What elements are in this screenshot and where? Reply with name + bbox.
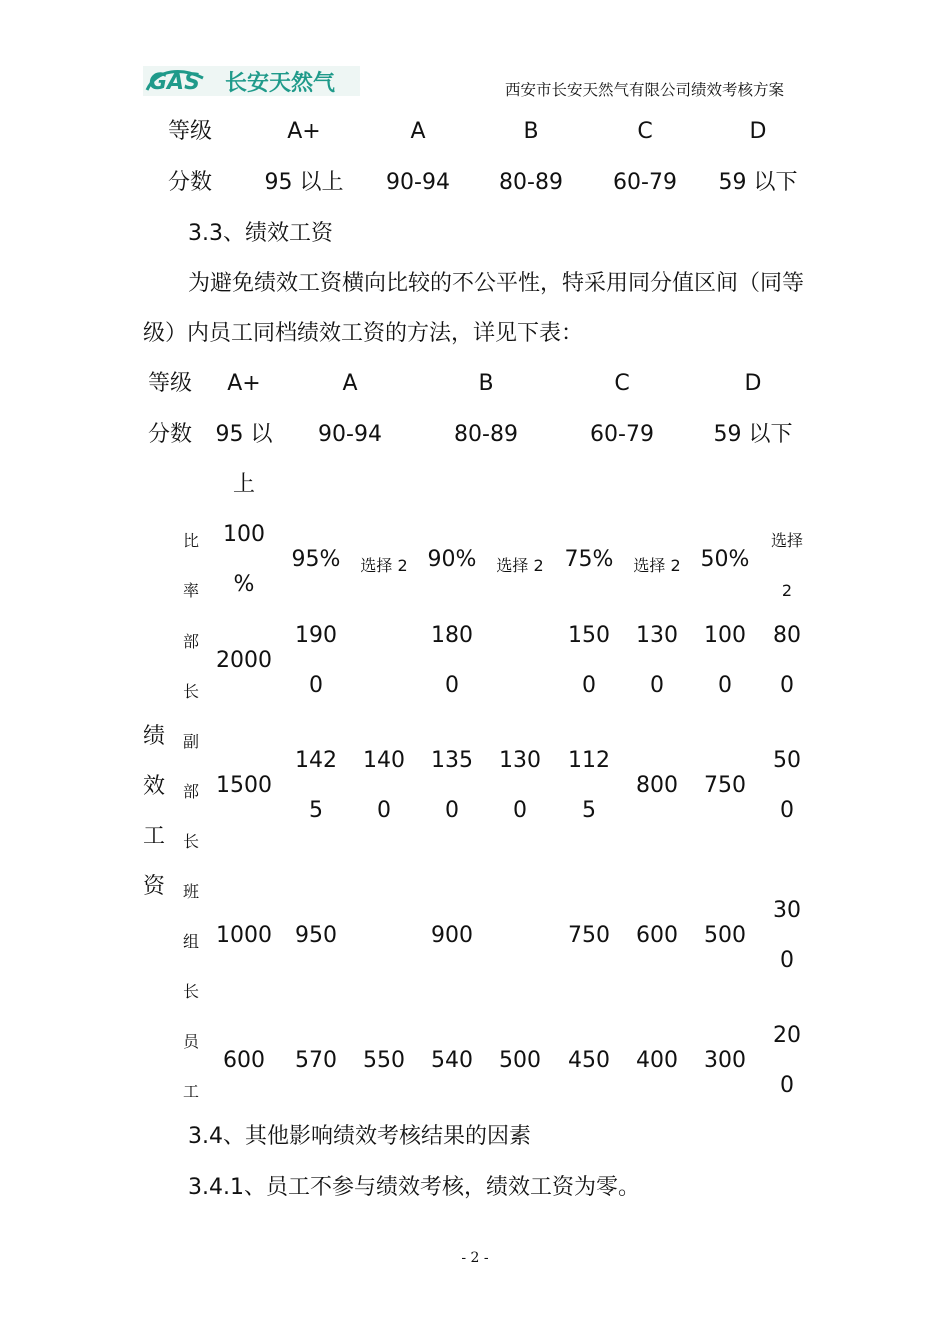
deputy-label-char: 长: [183, 832, 200, 851]
side-label-char: 效: [143, 774, 166, 799]
team-label-char: 长: [183, 982, 200, 1001]
pay-score-c: 60-79: [590, 422, 654, 447]
ratio-a-plus: 100: [223, 522, 265, 547]
deputy-label-char: 部: [183, 782, 200, 801]
grade-label: 等级: [168, 119, 213, 144]
pay-score-a-plus: 95 以: [215, 422, 273, 447]
deputy-a-wrap: 5: [309, 798, 323, 823]
score-b: 80-89: [499, 170, 563, 195]
score-c: 60-79: [613, 170, 677, 195]
deputy-b-option-wrap: 0: [513, 798, 527, 823]
dept-head-b-wrap: 0: [445, 673, 459, 698]
ratio-c-option: 选择 2: [633, 556, 681, 575]
staff-label-char: 工: [183, 1082, 200, 1101]
paragraph-line-1: 为避免绩效工资横向比较的不公平性，特采用同分值区间（同等: [188, 271, 805, 296]
staff-d-option-wrap: 0: [780, 1073, 794, 1098]
dept-head-d-wrap: 0: [718, 673, 732, 698]
dept-head-d: 100: [704, 623, 746, 648]
staff-d-option: 20: [773, 1023, 801, 1048]
logo-text-en: GAS: [149, 70, 200, 95]
staff-b: 540: [431, 1048, 473, 1073]
staff-c: 450: [568, 1048, 610, 1073]
pay-grade-a: A: [342, 371, 358, 396]
dept-head-c: 150: [568, 623, 610, 648]
page-number: - 2 -: [461, 1250, 489, 1266]
pay-grade-label: 等级: [148, 371, 193, 396]
team-c: 750: [568, 923, 610, 948]
dept-head-a-wrap: 0: [309, 673, 323, 698]
pay-grade-b: B: [478, 371, 494, 396]
logo-text-cn: 长安天然气: [225, 71, 336, 96]
ratio-a: 95%: [291, 547, 341, 572]
deputy-b-option: 130: [499, 748, 541, 773]
ratio-d-option-wrap: 2: [781, 581, 793, 600]
score-a-plus: 95 以上: [264, 170, 344, 195]
deputy-c-wrap: 5: [582, 798, 596, 823]
team-c-option: 600: [636, 923, 678, 948]
ratio-b: 90%: [427, 547, 477, 572]
pay-grade-c: C: [614, 371, 630, 396]
ratio-label-char: 率: [183, 581, 200, 600]
deputy-b: 135: [431, 748, 473, 773]
team-b: 900: [431, 923, 473, 948]
grade-d: D: [749, 119, 767, 144]
team-d-option-wrap: 0: [780, 948, 794, 973]
ratio-a-option: 选择 2: [360, 556, 408, 575]
side-label-char: 绩: [143, 724, 166, 749]
deputy-a: 142: [295, 748, 337, 773]
deputy-a-option-wrap: 0: [377, 798, 391, 823]
side-label-char: 工: [143, 824, 166, 849]
ratio-a-plus-wrap: %: [233, 572, 255, 597]
deputy-d-option: 50: [773, 748, 801, 773]
staff-c-option: 400: [636, 1048, 678, 1073]
staff-a: 570: [295, 1048, 337, 1073]
ratio-b-option: 选择 2: [496, 556, 544, 575]
dept-head-b: 180: [431, 623, 473, 648]
pay-score-d: 59 以下: [713, 422, 793, 447]
dept-head-a: 190: [295, 623, 337, 648]
score-d: 59 以下: [718, 170, 798, 195]
section-item-3-4-1: 3.4.1、员工不参与绩效考核，绩效工资为零。: [188, 1175, 640, 1200]
dept-head-d-option: 80: [773, 623, 801, 648]
company-logo: [143, 66, 360, 96]
score-a: 90-94: [386, 170, 450, 195]
staff-a-option: 550: [363, 1048, 405, 1073]
deputy-d-option-wrap: 0: [780, 798, 794, 823]
deputy-a-option: 140: [363, 748, 405, 773]
dept-head-label-char: 部: [183, 632, 200, 651]
dept-head-c-wrap: 0: [582, 673, 596, 698]
score-label: 分数: [168, 170, 213, 195]
ratio-c: 75%: [564, 547, 614, 572]
pay-score-a-plus-wrap: 上: [232, 472, 256, 497]
grade-b: B: [523, 119, 539, 144]
section-heading-3-4: 3.4、其他影响绩效考核结果的因素: [188, 1124, 531, 1149]
side-label-char: 资: [143, 874, 166, 899]
team-d-option: 30: [773, 898, 801, 923]
pay-score-b: 80-89: [454, 422, 518, 447]
deputy-a-plus: 1500: [216, 773, 272, 798]
pay-grade-a-plus: A+: [227, 371, 261, 396]
pay-score-a: 90-94: [318, 422, 382, 447]
deputy-c: 112: [568, 748, 610, 773]
deputy-c-option: 800: [636, 773, 678, 798]
grade-a-plus: A+: [287, 119, 321, 144]
team-label-char: 班: [183, 882, 200, 901]
pay-score-label: 分数: [148, 422, 193, 447]
staff-d: 300: [704, 1048, 746, 1073]
grade-a: A: [410, 119, 426, 144]
dept-head-label-char: 长: [183, 682, 200, 701]
ratio-d-option: 选择: [770, 531, 804, 550]
deputy-b-wrap: 0: [445, 798, 459, 823]
team-d: 500: [704, 923, 746, 948]
paragraph-line-2: 级）内员工同档绩效工资的方法，详见下表：: [143, 321, 584, 346]
pay-grade-d: D: [744, 371, 762, 396]
dept-head-c-option-wrap: 0: [650, 673, 664, 698]
team-a: 950: [295, 923, 337, 948]
grade-c: C: [637, 119, 653, 144]
ratio-label-char: 比: [183, 531, 200, 550]
staff-label-char: 员: [183, 1032, 200, 1051]
document-title: 西安市长安天然气有限公司绩效考核方案: [505, 81, 785, 99]
staff-b-option: 500: [499, 1048, 541, 1073]
dept-head-c-option: 130: [636, 623, 678, 648]
deputy-d: 750: [704, 773, 746, 798]
deputy-label-char: 副: [183, 732, 200, 751]
team-a-plus: 1000: [216, 923, 272, 948]
staff-a-plus: 600: [223, 1048, 265, 1073]
dept-head-a-plus: 2000: [216, 648, 272, 673]
dept-head-d-option-wrap: 0: [780, 673, 794, 698]
section-heading-3-3: 3.3、绩效工资: [188, 221, 333, 246]
team-label-char: 组: [183, 932, 200, 951]
ratio-d: 50%: [700, 547, 750, 572]
